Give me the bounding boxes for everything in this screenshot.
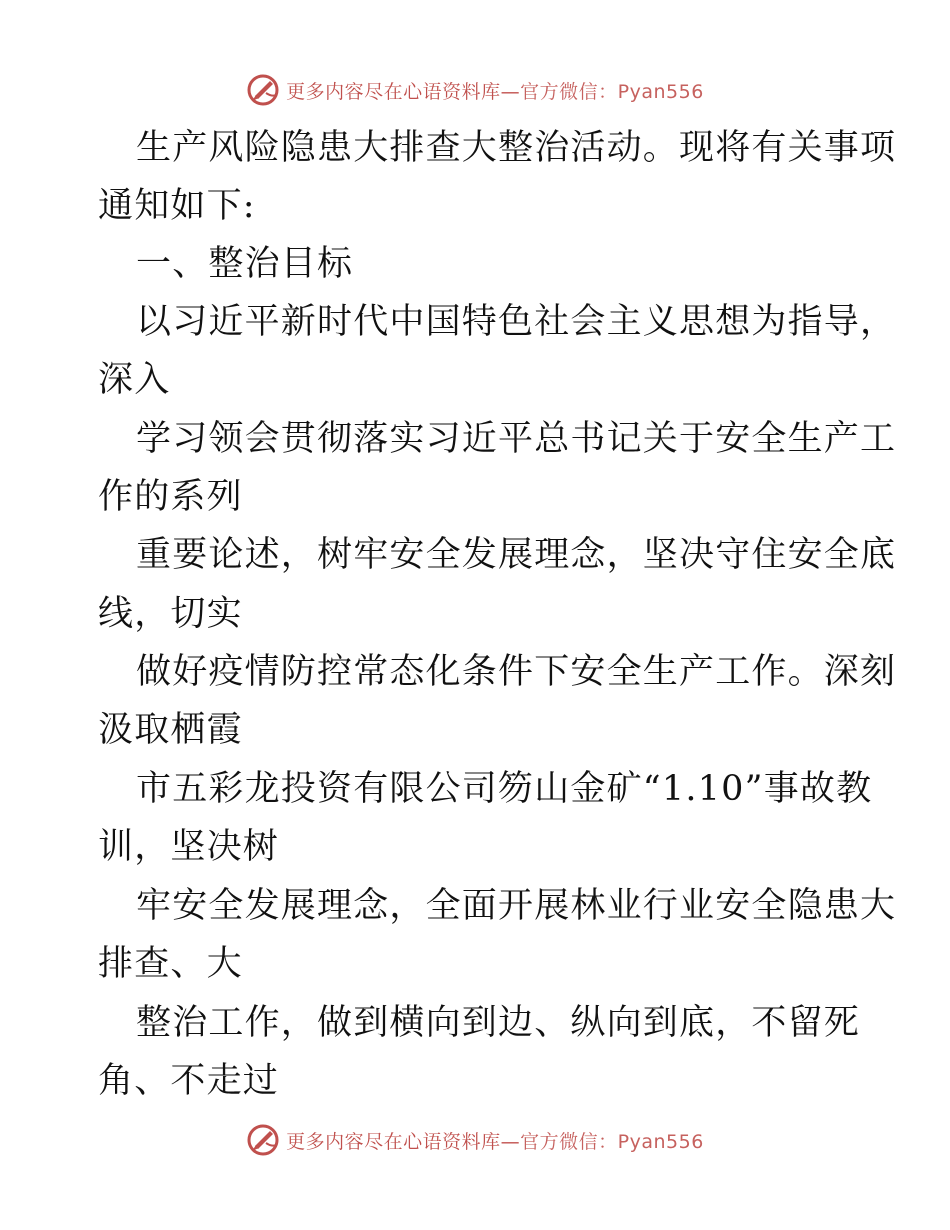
body-line: 汲取栖霞 — [98, 710, 243, 750]
header-banner — [0, 68, 950, 112]
footer-wechat-text: 官方微信：Pyan556 — [520, 1130, 704, 1153]
brand-logo-icon — [246, 73, 280, 107]
body-line: 做好疫情防控常态化条件下安全生产工作。深刻 — [136, 652, 897, 692]
header-banner-inner — [246, 73, 704, 107]
footer-banner-inner — [246, 1123, 704, 1157]
header-separator: — — [500, 80, 521, 103]
footer-banner-text — [286, 1127, 704, 1154]
section-heading: 一、整治目标 — [136, 244, 354, 284]
body-line: 市五彩龙投资有限公司笏山金矿“1.10”事故教 — [136, 769, 873, 809]
body-line: 排查、大 — [98, 944, 243, 984]
footer-separator: — — [500, 1130, 521, 1153]
body-line: 深入 — [98, 360, 171, 400]
body-line: 训，坚决树 — [98, 827, 280, 867]
header-site-text: 更多内容尽在心语资料库 — [286, 80, 501, 103]
body-line: 生产风险隐患大排查大整治活动。现将有关事项 — [136, 128, 897, 168]
brand-logo-icon — [246, 1123, 280, 1157]
footer-site-text: 更多内容尽在心语资料库 — [286, 1130, 501, 1153]
footer-banner — [0, 1118, 950, 1162]
body-line: 以习近平新时代中国特色社会主义思想为指导， — [136, 302, 897, 342]
body-line: 作的系列 — [98, 477, 243, 517]
body-line: 重要论述，树牢安全发展理念，坚决守住安全底 — [136, 535, 897, 575]
body-line: 学习领会贯彻落实习近平总书记关于安全生产工 — [136, 419, 897, 459]
body-line: 整治工作，做到横向到边、纵向到底，不留死 — [136, 1003, 861, 1043]
body-line: 线，切实 — [98, 594, 243, 634]
body-line: 牢安全发展理念，全面开展林业行业安全隐患大 — [136, 886, 897, 926]
header-banner-text — [286, 77, 704, 104]
header-wechat-text: 官方微信：Pyan556 — [520, 80, 704, 103]
body-line: 通知如下: — [98, 186, 256, 226]
body-line: 角、不走过 — [98, 1061, 280, 1101]
